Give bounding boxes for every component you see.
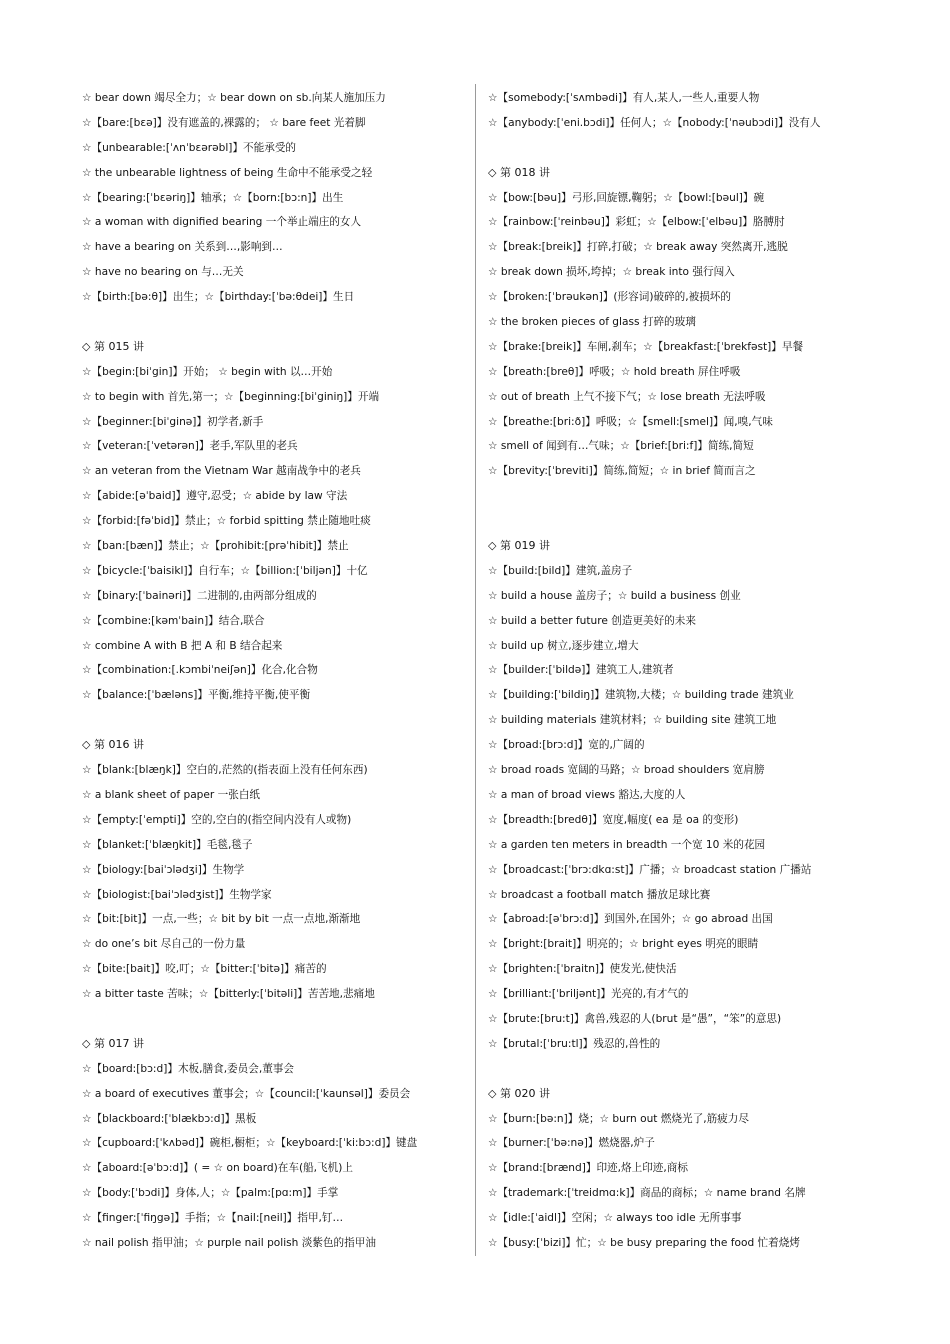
right-column bbox=[488, 86, 878, 1256]
vocab-entry: ☆ broadcast a football match 播放足球比赛 bbox=[488, 888, 711, 901]
vocab-entry: ☆ building materials 建筑材料；☆ building site 建筑工地 bbox=[488, 714, 777, 727]
vocab-entry: ☆ out of breath 上气不接下气；☆ lose breath 无法呼吸 bbox=[488, 390, 766, 403]
vocab-entry: ☆【bare:[bεə]】没有遮盖的,裸露的； ☆ bare feet 光着脚 bbox=[82, 116, 366, 129]
spacer bbox=[82, 1007, 466, 1032]
vocab-entry: ☆【aboard:[əˈbɔ:d]】( = ☆ on board)在车(船,飞机)上 bbox=[82, 1162, 353, 1175]
left-column bbox=[82, 86, 466, 1256]
vocab-entry: ☆【breadth:[bredθ]】宽度,幅度( ea 是 oa 的变形) bbox=[488, 813, 739, 826]
vocab-entry: ☆【blanket:[ˈblæŋkit]】毛毯,毯子 bbox=[82, 838, 253, 851]
vocab-entry: ☆ bear down 竭尽全力；☆ bear down on sb.向某人施加压力 bbox=[82, 92, 386, 104]
vocab-entry: ☆【builder:[ˈbildə]】建筑工人,建筑者 bbox=[488, 664, 674, 677]
vocab-entry: ☆【burner:[ˈbə:nə]】燃烧器,炉子 bbox=[488, 1137, 655, 1150]
vocab-entry: ☆【bow:[bəu]】弓形,回旋镖,鞠躬；☆【bowl:[bəul]】碗 bbox=[488, 191, 765, 204]
vocab-entry: ☆【biologist:[baiˈɔlədʒist]】生物学家 bbox=[82, 888, 272, 901]
vocab-entry: ☆【begin:[biˈgin]】开始； ☆ begin with 以…开始 bbox=[82, 365, 333, 378]
vocab-entry: ☆【forbid:[fəˈbid]】禁止；☆ forbid spitting 禁止随地吐痰 bbox=[82, 515, 371, 528]
vocab-entry: ☆【board:[bɔ:d]】木板,膳食,委员会,董事会 bbox=[82, 1062, 294, 1075]
vocab-entry: ☆【bright:[brait]】明亮的；☆ bright eyes 明亮的眼睛 bbox=[488, 938, 759, 951]
vocab-entry: ☆ a board of executives 董事会；☆【council:[ˈkaunsəl]】委员会 bbox=[82, 1087, 411, 1100]
spacer bbox=[82, 310, 466, 335]
vocab-entry: ☆ an veteran from the Vietnam War 越南战争中的老兵 bbox=[82, 465, 361, 478]
vocab-entry: ☆ a garden ten meters in breadth 一个宽 10 米的花园 bbox=[488, 838, 766, 851]
vocab-entry: ☆ combine A with B 把 A 和 B 结合起来 bbox=[82, 639, 283, 652]
vocab-entry: ☆ build a house 盖房子；☆ build a business 创业 bbox=[488, 589, 741, 602]
lesson-heading: ◇ 第 019 讲 bbox=[488, 539, 550, 553]
vocab-entry: ☆【busy:[ˈbizi]】忙；☆ be busy preparing the food 忙着烧烤 bbox=[488, 1236, 800, 1249]
vocab-entry: ☆ smell of 闻到有…气味；☆【brief:[bri:f]】简练,简短 bbox=[488, 440, 754, 453]
vocab-entry: ☆【beginner:[biˈginə]】初学者,新手 bbox=[82, 415, 264, 428]
lesson-heading: ◇ 第 018 讲 bbox=[488, 165, 550, 179]
vocab-entry: ☆ the unbearable lightness of being 生命中不能承受之轻 bbox=[82, 166, 373, 179]
vocab-entry: ☆【burn:[bə:n]】烧；☆ burn out 燃烧光了,筋疲力尽 bbox=[488, 1112, 749, 1125]
vocab-entry: ☆【unbearable:[ˈʌnˈbεərəbl]】不能承受的 bbox=[82, 141, 297, 154]
vocab-entry: ☆【combination:[.kɔmbiˈneiʃən]】化合,化合物 bbox=[82, 664, 318, 677]
vocab-entry: ☆ a bitter taste 苦味；☆【bitterly:[ˈbitəli]】苦苦地,悲痛地 bbox=[82, 988, 375, 1001]
vocab-entry: ☆ the broken pieces of glass 打碎的玻璃 bbox=[488, 316, 696, 329]
vocab-entry: ☆ build a better future 创造更美好的未来 bbox=[488, 614, 696, 627]
lesson-heading: ◇ 第 016 讲 bbox=[82, 738, 144, 752]
vocab-entry: ☆【brute:[bru:t]】禽兽,残忍的人(brut 是“愚”，“笨”的意思) bbox=[488, 1012, 782, 1025]
vocab-entry: ☆【broadcast:[ˈbrɔ:dkɑ:st]】广播；☆ broadcast station 广播站 bbox=[488, 863, 812, 876]
vocab-entry: ☆【trademark:[ˈtreidmɑ:k]】商品的商标；☆ name brand 名牌 bbox=[488, 1187, 806, 1200]
vocab-entry: ☆【build:[bild]】建筑,盖房子 bbox=[488, 564, 633, 577]
vocab-entry: ☆【empty:[ˈempti]】空的,空白的(指空间内没有人或物) bbox=[82, 813, 352, 826]
vocab-entry: ☆【birth:[bə:θ]】出生；☆【birthday:[ˈbə:θdei]】生日 bbox=[82, 291, 355, 304]
vocab-entry: ☆【bicycle:[ˈbaisikl]】自行车；☆【billion:[ˈbiljən]】十亿 bbox=[82, 564, 368, 577]
vocab-entry: ☆【brake:[breik]】车闸,刹车；☆【breakfast:[ˈbrekfəst]】早餐 bbox=[488, 340, 804, 353]
vocab-entry: ☆【binary:[ˈbainəri]】二进制的,由两部分组成的 bbox=[82, 589, 317, 602]
vocab-entry: ☆【somebody:[ˈsʌmbədi]】有人,某人,一些人,重要人物 bbox=[488, 92, 760, 104]
vocab-entry: ☆【break:[breik]】打碎,打破；☆ break away 突然离开,逃脱 bbox=[488, 241, 788, 254]
vocab-entry: ☆【broken:[ˈbrəukən]】(形容词)破碎的,被损坏的 bbox=[488, 291, 731, 304]
vocab-entry: ☆【biology:[baiˈɔlədʒi]】生物学 bbox=[82, 863, 245, 876]
spacer bbox=[82, 708, 466, 733]
vocab-entry: ☆【blackboard:[ˈblækbɔ:d]】黑板 bbox=[82, 1112, 257, 1125]
lesson-heading: ◇ 第 015 讲 bbox=[82, 339, 144, 353]
vocab-entry: ☆【cupboard:[ˈkʌbəd]】碗柜,橱柜；☆【keyboard:[ˈki:bɔ:d]】键盘 bbox=[82, 1137, 418, 1150]
spacer bbox=[488, 484, 878, 509]
vocab-entry: ☆【rainbow:[ˈreinbəu]】彩虹；☆【elbow:[ˈelbəu]】胳膊肘 bbox=[488, 216, 785, 229]
vocab-entry: ☆【balance:[ˈbæləns]】平衡,维持平衡,使平衡 bbox=[82, 689, 311, 702]
vocab-entry: ☆ have no bearing on 与…无关 bbox=[82, 266, 244, 279]
vocab-entry: ☆【building:[ˈbildiŋ]】建筑物,大楼；☆ building trade 建筑业 bbox=[488, 689, 794, 702]
vocab-entry: ☆【breath:[breθ]】呼吸；☆ hold breath 屏住呼吸 bbox=[488, 365, 741, 378]
lesson-heading: ◇ 第 017 讲 bbox=[82, 1036, 144, 1050]
lesson-heading: ◇ 第 020 讲 bbox=[488, 1086, 550, 1100]
vocab-entry: ☆【brighten:[ˈbraitn]】使发光,使快活 bbox=[488, 963, 677, 976]
vocab-entry: ☆【body:[ˈbɔdi]】身体,人；☆【palm:[pɑ:m]】手掌 bbox=[82, 1187, 339, 1200]
vocab-entry: ☆ a man of broad views 豁达,大度的人 bbox=[488, 788, 686, 801]
vocab-entry: ☆ build up 树立,逐步建立,增大 bbox=[488, 639, 639, 652]
vocab-entry: ☆ have a bearing on 关系到…,影响到… bbox=[82, 241, 283, 254]
vocab-entry: ☆ do one’s bit 尽自己的一份力量 bbox=[82, 938, 246, 951]
vocab-entry: ☆ break down 损坏,垮掉；☆ break into 强行闯入 bbox=[488, 266, 735, 279]
vocab-entry: ☆ a woman with dignified bearing 一个举止端庄的女人 bbox=[82, 216, 362, 229]
vocab-entry: ☆【brilliant:[ˈbriljənt]】光亮的,有才气的 bbox=[488, 988, 689, 1001]
vocab-entry: ☆ to begin with 首先,第一；☆【beginning:[biˈginiŋ]】开端 bbox=[82, 390, 380, 403]
spacer bbox=[488, 1057, 878, 1082]
vocab-entry: ☆ nail polish 指甲油；☆ purple nail polish 淡紫色的指甲油 bbox=[82, 1236, 376, 1249]
vocab-entry: ☆【breathe:[bri:ð]】呼吸；☆【smell:[smel]】闻,嗅,气味 bbox=[488, 415, 773, 428]
vocab-entry: ☆【finger:[ˈfiŋgə]】手指；☆【nail:[neil]】指甲,钉… bbox=[82, 1212, 344, 1225]
vocab-entry: ☆【broad:[brɔ:d]】宽的,广阔的 bbox=[488, 739, 645, 752]
vocab-entry: ☆ broad roads 宽阔的马路；☆ broad shoulders 宽肩膀 bbox=[488, 764, 765, 777]
spacer bbox=[488, 509, 878, 534]
vocab-entry: ☆【ban:[bæn]】禁止；☆【prohibit:[prəˈhibit]】禁止 bbox=[82, 540, 349, 553]
vocab-entry: ☆【brevity:[ˈbreviti]】简练,简短；☆ in brief 简而言之 bbox=[488, 465, 756, 478]
vocab-entry: ☆【abide:[əˈbaid]】遵守,忍受；☆ abide by law 守法 bbox=[82, 490, 348, 503]
vocab-entry: ☆【idle:[ˈaidl]】空闲；☆ always too idle 无所事事 bbox=[488, 1212, 742, 1225]
vocab-entry: ☆【brand:[brænd]】印迹,烙上印迹,商标 bbox=[488, 1162, 688, 1175]
spacer bbox=[488, 136, 878, 161]
vocab-entry: ☆ a blank sheet of paper 一张白纸 bbox=[82, 788, 261, 801]
vocab-entry: ☆【blank:[blæŋk]】空白的,茫然的(指表面上没有任何东西) bbox=[82, 764, 368, 777]
vocab-entry: ☆【bit:[bit]】一点,一些；☆ bit by bit 一点一点地,渐渐地 bbox=[82, 913, 361, 926]
vocab-entry: ☆【anybody:[ˈeni.bɔdi]】任何人；☆【nobody:[ˈnəubɔdi]】没有人 bbox=[488, 116, 821, 129]
vocab-entry: ☆【veteran:[ˈvetərən]】老手,军队里的老兵 bbox=[82, 440, 298, 453]
vocab-entry: ☆【bite:[bait]】咬,叮；☆【bitter:[ˈbitə]】痛苦的 bbox=[82, 963, 327, 976]
vocab-entry: ☆【abroad:[əˈbrɔ:d]】到国外,在国外；☆ go abroad 出国 bbox=[488, 913, 773, 926]
vocab-entry: ☆【bearing:[ˈbεəriŋ]】轴承；☆【born:[bɔ:n]】出生 bbox=[82, 191, 344, 204]
column-divider bbox=[475, 84, 476, 1256]
vocab-entry: ☆【brutal:[ˈbru:tl]】残忍的,兽性的 bbox=[488, 1037, 661, 1050]
vocab-entry: ☆【combine:[kəmˈbain]】结合,联合 bbox=[82, 614, 265, 627]
